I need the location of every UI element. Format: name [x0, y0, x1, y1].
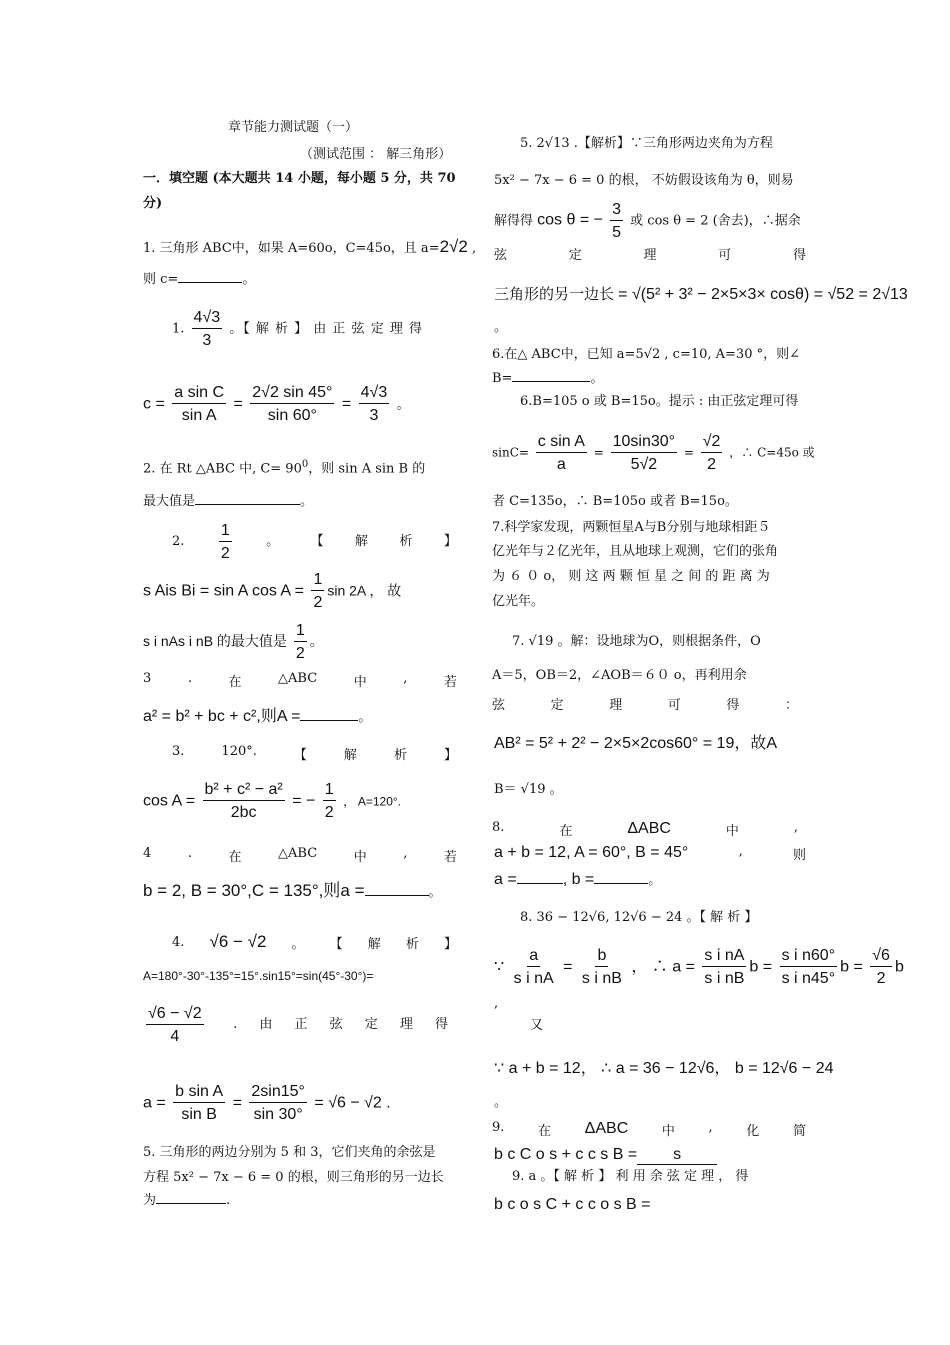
answer-3: 3. 120°. 【 解 析 】: [172, 744, 457, 763]
question-8-line2: a + b = 12, A = 60°, B = 45° , 则: [494, 844, 806, 863]
question-5-cont: 方程 5x² − 7x − 6 = 0 的根，则三角形的另一边长: [143, 1170, 444, 1185]
answer-5-line3: 解得得 cos θ = − $\frac{3}{5}$ 或 cos θ = 2 (舍去)，∴据余: [494, 201, 801, 242]
section-heading-cont: 分): [143, 196, 163, 211]
answer-2-conclusion: s i nAs i nB 的最大值是 $\frac{1}{2}$ 。: [143, 622, 324, 663]
answer-5-result: 三角形的另一边长 = √(5² + 3² − 2×5×3× cosθ) = √52 = 2√13: [494, 285, 908, 303]
answer-8-formula: ∵ $\frac{a}{\text{s i nA}}$ = $\frac{b}{\text{s i nB}}$ ， ∴ a = $\frac{\text{s i nA}}{\text{s i nB}}$ b = $\frac{\text{s i n60°}}{\text{s i n45°}}$ b = $\frac{√6}{2}$ b: [494, 947, 904, 988]
answer-1-explanation: 。【 解 析 】 由 正 弦 定 理 得: [229, 321, 423, 337]
answer-2-formula: s Ais Bi = sin A cos A = $\frac{1}{2}$ sin 2A ， 故: [143, 571, 402, 612]
answer-4-steps: A=180°-30°-135°=15°.sin15°=sin(45°-30°)=: [143, 969, 374, 983]
question-8: 8. 在 ΔABC 中 ,: [492, 820, 798, 839]
question-1-blank-line: [143, 272, 255, 288]
answer-4-sine: $\frac{√6 - √2}{4}$ . 由 正 弦 定 理 得: [148, 1005, 457, 1046]
answer-4-formula: a = $\frac{\text{b sin A}}{\text{sin B}}$ = $\frac{2\sin 15^\circ}{\sin 30^\circ}$ = √6 − √2 .: [143, 1083, 391, 1124]
page-title: 章节能力测试题（一）: [228, 120, 359, 135]
question-3: 3 . 在 △ABC 中 , 若: [143, 671, 457, 690]
answer-6-conclusion: 者 C=135o，∴ B=105o 或者 B=15o。: [492, 494, 738, 509]
answer-1-fraction: $\frac{4√3}{3}$: [193, 309, 221, 350]
answer-5: 5. 2√13 .【解析】∵三角形两边夹角为方程: [520, 136, 773, 151]
question-7-line3: 为 ６ ０ o， 则 这 两 颗 恒 星 之 间 的 距 离 为: [492, 569, 770, 584]
question-7-line2: 亿光年与２亿光年，且从地球上观测，它们的张角: [492, 544, 779, 559]
question-2: 2. 在 Rt △ABC 中, $C= 90^0$，则 sin A sin B 的: [143, 459, 426, 477]
answer-9: 9. a 。【 解 析 】 利 用 余 弦 定 理 ， 得: [512, 1169, 749, 1184]
question-7-line4: 亿光年。: [492, 594, 545, 609]
answer-8-and: 又: [530, 1018, 544, 1033]
section-heading: 一．填空题 (本大题共 14 小题，每小题 5 分，共 70: [143, 171, 456, 186]
answer-8-result: ∵ a + b = 12， ∴ a = 36 − 12√6， b = 12√6 − 24: [494, 1060, 834, 1077]
answer-8-end: 。: [494, 1095, 508, 1110]
question-4-formula: b = 2, B = 30°,C = 135°,则a = 。: [143, 881, 442, 900]
question-5: 5. 三角形的两边分别为 5 和 3，它们夹角的余弦是: [143, 1145, 436, 1160]
question-6-blank-line: B= 。: [492, 371, 604, 386]
question-8-blanks: a = , b = 。: [494, 871, 662, 888]
question-3-formula: a² = b² + bc + c²,则A = 。: [143, 708, 372, 725]
answer-7-line2: A＝5，OB＝2，∠AOB＝６０ o，再利用余: [492, 668, 747, 683]
answer-8: 8. 36 − 12√6, 12√6 − 24 。【 解 析 】: [520, 910, 758, 925]
answer-8-comma: ,: [494, 996, 499, 1011]
answer-5-line2: 5x² − 7x − 6 = 0 的根， 不妨假设该角为 θ，则易: [494, 173, 794, 188]
answer-6: 6.B=105 o 或 B=15o。提示 : 由正弦定理可得: [520, 394, 799, 409]
question-1-end: 。: [242, 272, 256, 287]
question-5-blank-line: 为 .: [143, 1193, 231, 1208]
answer-blank[interactable]: [156, 1203, 226, 1204]
answer-blank[interactable]: [300, 720, 358, 721]
answer-3-formula: cos A = $\frac{\text{b² + c² − a²}}{2bc}$ = − $\frac{1}{2}$ ， A=120°.: [143, 781, 401, 822]
answer-7-result: B＝ √19 。: [494, 782, 563, 797]
answer-7-line3: 弦 定 理 可 得 ：: [492, 698, 798, 713]
test-scope: （测试范围 ： 解三角形）: [300, 147, 452, 162]
answer-blank[interactable]: [517, 883, 563, 884]
answer-blank[interactable]: [195, 504, 300, 505]
question-9: 9. 在 ΔABC 中 , 化 简: [492, 1120, 806, 1139]
question-9-formula: b c C o s + c c s B = s: [494, 1145, 717, 1165]
answer-5-end: 。: [494, 320, 508, 335]
answer-7: 7. √19 。解：设地球为O，则根据条件，O: [512, 634, 761, 649]
answer-2: 2. $\frac{1}{2}$ 。 【 解 析 】: [172, 522, 457, 563]
answer-1: [172, 308, 423, 350]
answer-6-formula: sinC= $\frac{\text{c sin A}}{a}$ = $\frac{10\sin 30^\circ}{5√2}$ = $\frac{√2}{2}$ ，∴ C=45o 或: [492, 433, 815, 474]
answer-7-formula: AB² = 5² + 2² − 2×5×2cos60° = 19，故A: [494, 735, 778, 752]
question-1-value: 2√2: [439, 237, 468, 256]
answer-blank[interactable]: [365, 895, 429, 896]
answer-blank[interactable]: [594, 883, 648, 884]
answer-5-line4: 弦 定 理 可 得: [494, 248, 806, 263]
answer-9-formula: b c o s C + c c o s B =: [494, 1196, 651, 1213]
question-1-prompt: 则 c=: [143, 272, 179, 287]
question-1: 1. 三角形 ABC中，如果 A=60o，C=45o，且 a=2√2 ,: [143, 237, 477, 256]
answer-blank[interactable]: [178, 282, 242, 283]
question-4: 4 . 在 △ABC 中 , 若: [143, 846, 457, 865]
question-1-text: 1. 三角形 ABC中，如果 A=60o，C=45o，且 a=: [143, 241, 440, 256]
answer-4: 4. √6 − √2 。 【 解 析 】: [172, 932, 457, 952]
question-2-blank-line: 最大值是 。: [143, 494, 314, 509]
question-7: 7.科学家发现，两颗恒星A与B分别与地球相距５: [492, 520, 771, 535]
answer-blank[interactable]: s: [637, 1145, 717, 1165]
answer-blank[interactable]: [512, 381, 590, 382]
question-6: 6.在△ ABC中，已知 a=5√2 , c=10, A=30 °，则∠: [492, 347, 800, 362]
answer-1-number: 1.: [172, 321, 185, 337]
answer-1-formula: c = $\frac{\text{a sin C}}{\text{sin A}}$ = $\frac{2√2 \sin 45^\circ}{\sin 60^\circ}$ = $\frac{4√3}{3}$ 。: [143, 384, 410, 425]
